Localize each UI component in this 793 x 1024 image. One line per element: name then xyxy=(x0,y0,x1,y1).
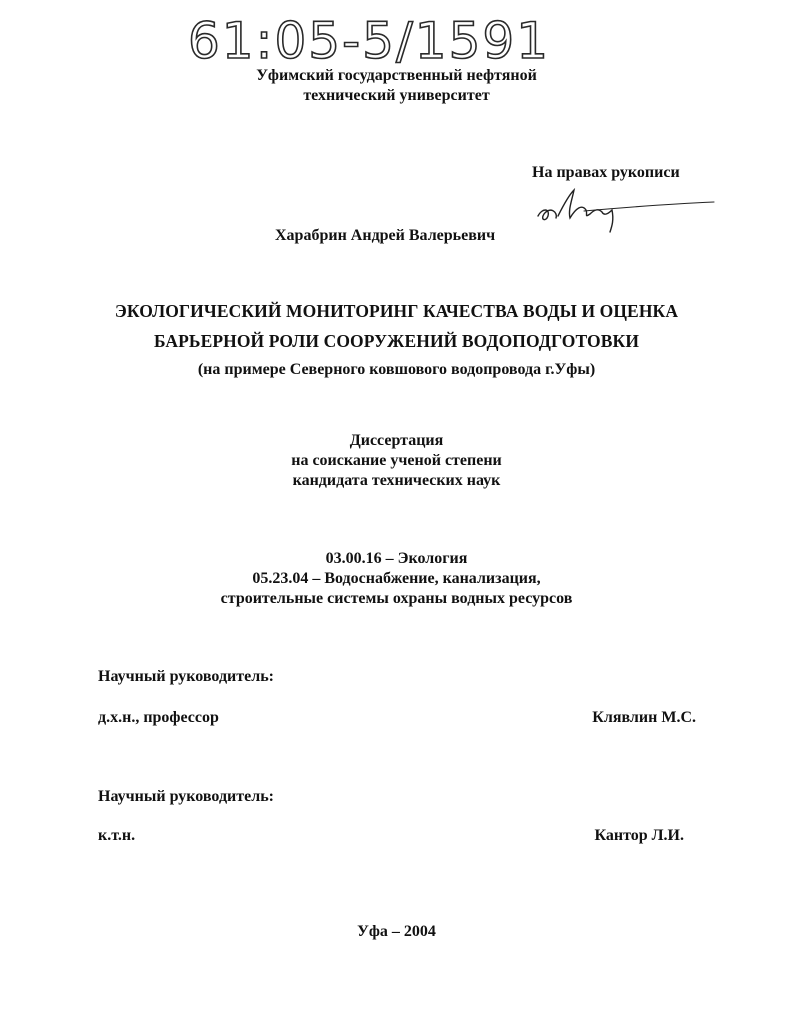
handwritten-code-text: 61:05-5/1591 xyxy=(188,12,551,66)
supervisor-1-heading: Научный руководитель: xyxy=(98,668,274,685)
author-name: Харабрин Андрей Валерьевич xyxy=(275,227,496,244)
supervisor-2-heading: Научный руководитель: xyxy=(98,788,274,805)
university-line-1: Уфимский государственный нефтяной xyxy=(256,67,537,84)
supervisor-2-name: Кантор Л.И. xyxy=(594,827,684,844)
handwritten-archive-code xyxy=(186,6,566,66)
title-line-2: БАРЬЕРНОЙ РОЛИ СООРУЖЕНИЙ ВОДОПОДГОТОВКИ xyxy=(153,331,640,351)
specialty-line-3: строительные системы охраны водных ресурсов xyxy=(220,590,573,607)
author-signature xyxy=(528,186,718,236)
dissertation-degree-line-2: кандидата технических наук xyxy=(292,472,501,489)
city-year: Уфа – 2004 xyxy=(357,923,436,940)
specialty-codes-block xyxy=(0,549,793,609)
university-name xyxy=(0,66,793,106)
supervisor-1-name: Клявлин М.С. xyxy=(592,709,696,726)
title-line-1: ЭКОЛОГИЧЕСКИЙ МОНИТОРИНГ КАЧЕСТВА ВОДЫ И ОЦЕНКА xyxy=(114,301,679,321)
specialty-line-2: 05.23.04 – Водоснабжение, канализация, xyxy=(252,570,541,587)
dissertation-subtitle: (на примере Северного ковшового водопровода г.Уфы) xyxy=(197,361,596,378)
dissertation-type-block xyxy=(0,431,793,491)
dissertation-title xyxy=(0,300,793,352)
specialty-line-1: 03.00.16 – Экология xyxy=(325,550,468,567)
dissertation-heading: Диссертация xyxy=(349,432,444,449)
supervisor-1-degree: д.х.н., профессор xyxy=(98,709,219,726)
supervisor-2-degree: к.т.н. xyxy=(98,827,136,844)
university-line-2: технический университет xyxy=(303,87,490,104)
manuscript-note: На правах рукописи xyxy=(532,164,680,181)
dissertation-degree-line-1: на соискание ученой степени xyxy=(291,452,502,469)
